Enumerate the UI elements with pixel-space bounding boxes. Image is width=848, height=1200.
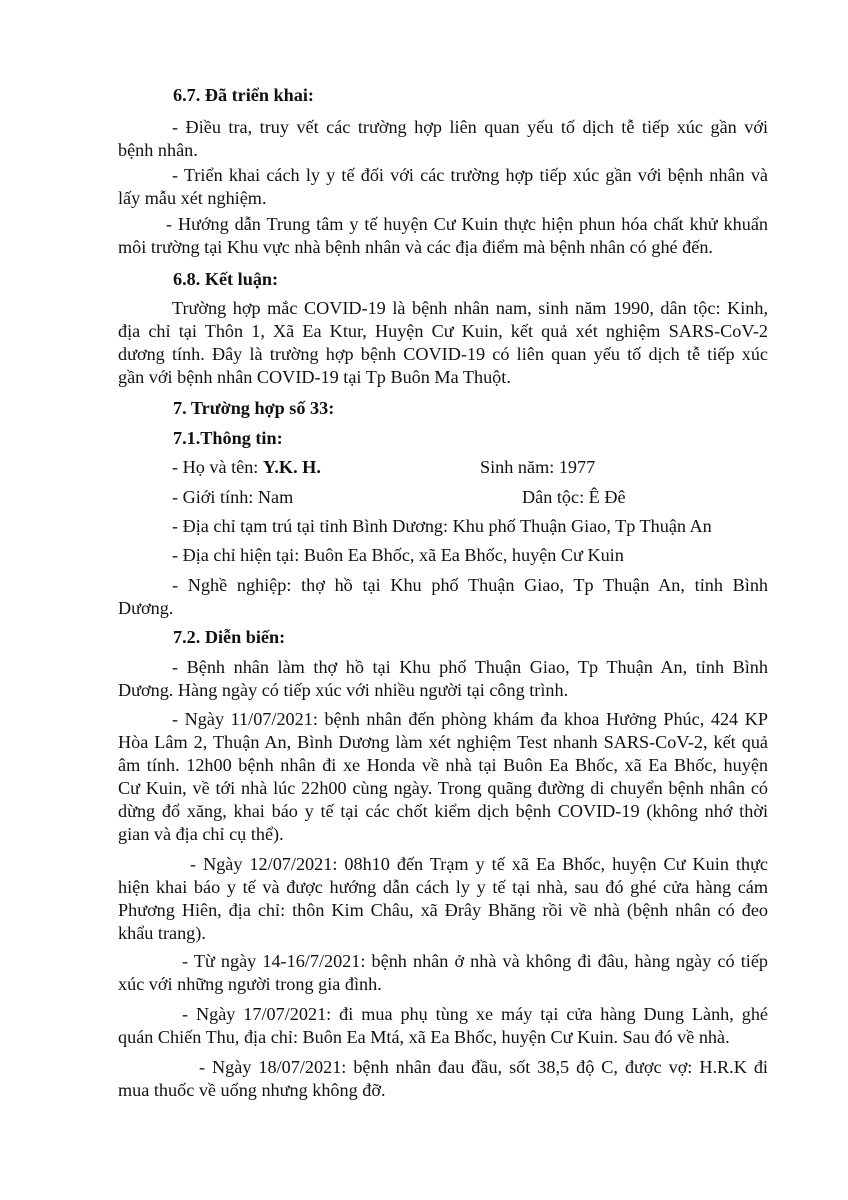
s72-p6-line1: - Ngày 18/07/2021: bệnh nhân đau đầu, sốt 38,5 độ C, được vợ: H.R.K đi — [199, 1057, 768, 1077]
s72-p3-line4: khẩu trang). — [118, 923, 206, 943]
s72-p1-line1: - Bệnh nhân làm thợ hồ tại Khu phố Thuận Giao, Tp Thuận An, tỉnh Bình — [172, 657, 768, 677]
patient-name-row — [172, 456, 321, 478]
s72-p2-line5: dừng đổ xăng, khai báo y tế tại các chốt kiểm dịch bệnh COVID-19 (không nhớ thời — [118, 801, 768, 821]
s67-p1-line1: - Điều tra, truy vết các trường hợp liên quan yếu tố dịch tễ tiếp xúc gần với — [172, 117, 768, 137]
s72-p1-line2: Dương. Hàng ngày có tiếp xúc với nhiều người tại công trình. — [118, 680, 569, 700]
job-line1: - Nghề nghiệp: thợ hồ tại Khu phố Thuận Giao, Tp Thuận An, tỉnh Bình — [172, 575, 768, 595]
s68-p1-line1: Trường hợp mắc COVID-19 là bệnh nhân nam, sinh năm 1990, dân tộc: Kinh, — [172, 298, 768, 318]
s72-p3-line3: Phương Hiên, địa chỉ: thôn Kim Châu, xã Đrây Bhăng rồi về nhà (bệnh nhân có đeo — [118, 900, 768, 920]
section-7-1-heading: 7.1.Thông tin: — [173, 428, 283, 448]
section-7-2-heading: 7.2. Diễn biến: — [173, 627, 286, 647]
s72-p5-line2: quán Chiến Thu, địa chỉ: Buôn Ea Mtá, xã Ea Bhốc, huyện Cư Kuin. Sau đó về nhà. — [118, 1027, 730, 1047]
s72-p4-line1: - Từ ngày 14-16/7/2021: bệnh nhân ở nhà và không đi đâu, hàng ngày có tiếp — [182, 951, 768, 971]
s72-p2-line6: gian và địa chỉ cụ thể). — [118, 824, 284, 844]
current-address: - Địa chỉ hiện tại: Buôn Ea Bhốc, xã Ea Bhốc, huyện Cư Kuin — [172, 545, 624, 565]
birth-year: Sinh năm: 1977 — [480, 457, 596, 477]
s72-p5-line1: - Ngày 17/07/2021: đi mua phụ tùng xe máy tại cửa hàng Dung Lành, ghé — [182, 1004, 768, 1024]
s67-p1-line2: bệnh nhân. — [118, 140, 198, 160]
s72-p6-line2: mua thuốc về uống nhưng không đỡ. — [118, 1080, 386, 1100]
name-label: - Họ và tên: — [172, 457, 263, 477]
job-line2: Dương. — [118, 598, 174, 618]
s67-p3-line2: môi trường tại Khu vực nhà bệnh nhân và các địa điểm mà bệnh nhân có ghé đến. — [118, 237, 713, 257]
section-6-8-heading: 6.8. Kết luận: — [173, 269, 279, 289]
section-7-heading: 7. Trường hợp số 33: — [173, 398, 335, 418]
s72-p2-line4: Cư Kuin, về tới nhà lúc 22h00 cùng ngày. Trong quãng đường di chuyển bệnh nhân có — [118, 778, 768, 798]
s67-p3-line1: - Hướng dẫn Trung tâm y tế huyện Cư Kuin thực hiện phun hóa chất khử khuẩn — [166, 214, 768, 234]
s72-p4-line2: xúc với những người trong gia đình. — [118, 974, 382, 994]
ethnicity: Dân tộc: Ê Đê — [522, 487, 626, 507]
s67-p2-line2: lấy mẫu xét nghiệm. — [118, 188, 267, 208]
s72-p3-line1: - Ngày 12/07/2021: 08h10 đến Trạm y tế xã Ea Bhốc, huyện Cư Kuin thực — [190, 854, 768, 874]
gender: - Giới tính: Nam — [172, 487, 294, 507]
s72-p2-line2: Hòa Lâm 2, Thuận An, Bình Dương làm xét nghiệm Test nhanh SARS-CoV-2, kết quả — [118, 732, 768, 752]
s68-p1-line4: gần với bệnh nhân COVID-19 tại Tp Buôn Ma Thuột. — [118, 367, 511, 387]
temp-address: - Địa chỉ tạm trú tại tỉnh Bình Dương: Khu phố Thuận Giao, Tp Thuận An — [172, 516, 712, 536]
s72-p3-line2: hiện khai báo y tế và được hướng dẫn cách ly y tế tại nhà, sau đó ghé cửa hàng cám — [118, 877, 768, 897]
s72-p2-line1: - Ngày 11/07/2021: bệnh nhân đến phòng khám đa khoa Hưởng Phúc, 424 KP — [172, 709, 768, 729]
section-6-7-heading: 6.7. Đã triển khai: — [173, 85, 314, 105]
s68-p1-line3: dương tính. Đây là trường hợp bệnh COVID-19 có liên quan yếu tố dịch tễ tiếp xúc — [118, 344, 768, 364]
s67-p2-line1: - Triển khai cách ly y tế đối với các trường hợp tiếp xúc gần với bệnh nhân và — [172, 165, 768, 185]
s68-p1-line2: địa chỉ tại Thôn 1, Xã Ea Ktur, Huyện Cư Kuin, kết quả xét nghiệm SARS-CoV-2 — [118, 321, 768, 341]
s72-p2-line3: âm tính. 12h00 bệnh nhân đi xe Honda về nhà tại Buôn Ea Bhốc, xã Ea Bhốc, huyện — [118, 755, 768, 775]
name-value: Y.K. H. — [262, 457, 321, 477]
